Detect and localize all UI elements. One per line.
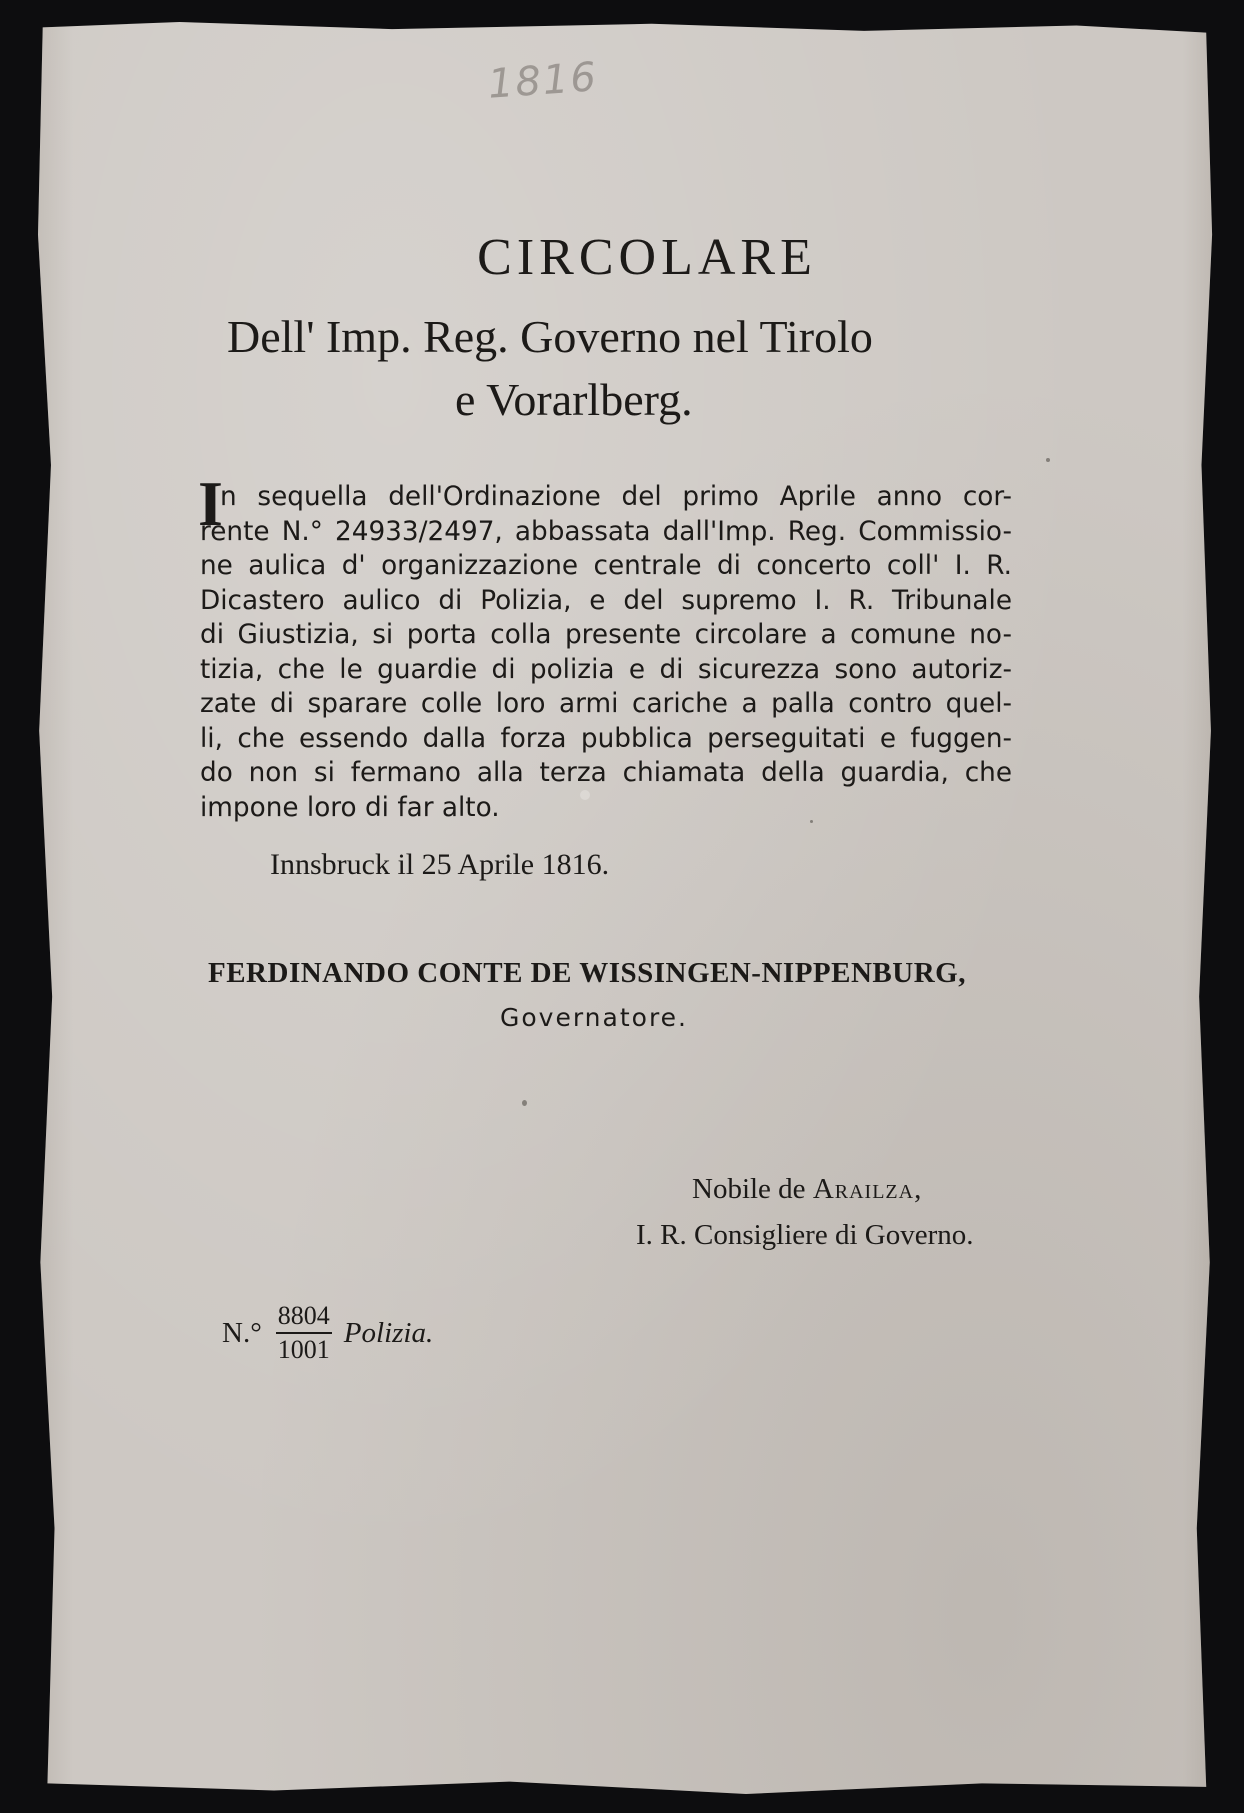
countersigner-title: I. R. Consigliere di Governo.	[636, 1219, 974, 1251]
paper-speck	[1046, 458, 1050, 462]
body-line: li, che essendo dalla forza pubblica perseguitati e fuggen-	[200, 723, 1012, 754]
signer-title: Governatore.	[500, 1003, 689, 1032]
body-line: ne aulica d' organizzazione centrale di concerto coll' I. R.	[200, 551, 1012, 581]
protocol-denominator: 1001	[277, 1335, 330, 1364]
paper-speck	[580, 790, 590, 800]
body-line: di Giustizia, si porta colla presente circolare a comune no-	[200, 620, 1012, 650]
signer-name: FERDINANDO CONTE DE WISSINGEN-NIPPENBURG,	[208, 957, 966, 989]
document-title: CIRCOLARE	[477, 229, 817, 286]
protocol-numerator: 8804	[276, 1303, 332, 1334]
issuer-line-2: e Vorarlberg.	[455, 374, 693, 425]
protocol-office: Polizia.	[343, 1316, 434, 1349]
issuer-line-1: Dell' Imp. Reg. Governo nel Tirolo	[227, 311, 873, 362]
paper-speck	[810, 820, 813, 823]
countersigner-name	[692, 1173, 922, 1206]
pencil-annotation: 1816	[486, 54, 600, 108]
protocol-prefix: N.°	[222, 1316, 262, 1349]
body-paragraph	[198, 468, 1012, 825]
body-line: impone loro di far alto.	[200, 792, 500, 823]
body-line: zate di sparare colle loro armi cariche a palla contro quel-	[200, 689, 1012, 719]
body-line: Dicastero aulico di Polizia, e del supremo I. R. Tribunale	[200, 585, 1012, 616]
body-line: rente N.° 24933/2497, abbassata dall'Imp. Reg. Commissio-	[200, 516, 1012, 547]
place-and-date: Innsbruck il 25 Aprile 1816.	[270, 848, 610, 881]
protocol-number	[222, 1303, 433, 1363]
countersigner-prefix: Nobile de	[692, 1173, 806, 1205]
countersigner-surname: Arailza,	[812, 1173, 923, 1205]
protocol-fraction	[276, 1303, 332, 1363]
document-sheet	[38, 22, 1218, 1794]
body-line: tizia, che le guardie di polizia e di sicurezza sono autoriz-	[200, 654, 1012, 685]
body-line: do non si fermano alla terza chiamata della guardia, che	[200, 758, 1012, 788]
drop-cap: I	[198, 468, 223, 539]
body-line: n sequella dell'Ordinazione del primo Aprile anno cor-	[220, 482, 1012, 512]
paper-speck	[522, 1100, 527, 1106]
